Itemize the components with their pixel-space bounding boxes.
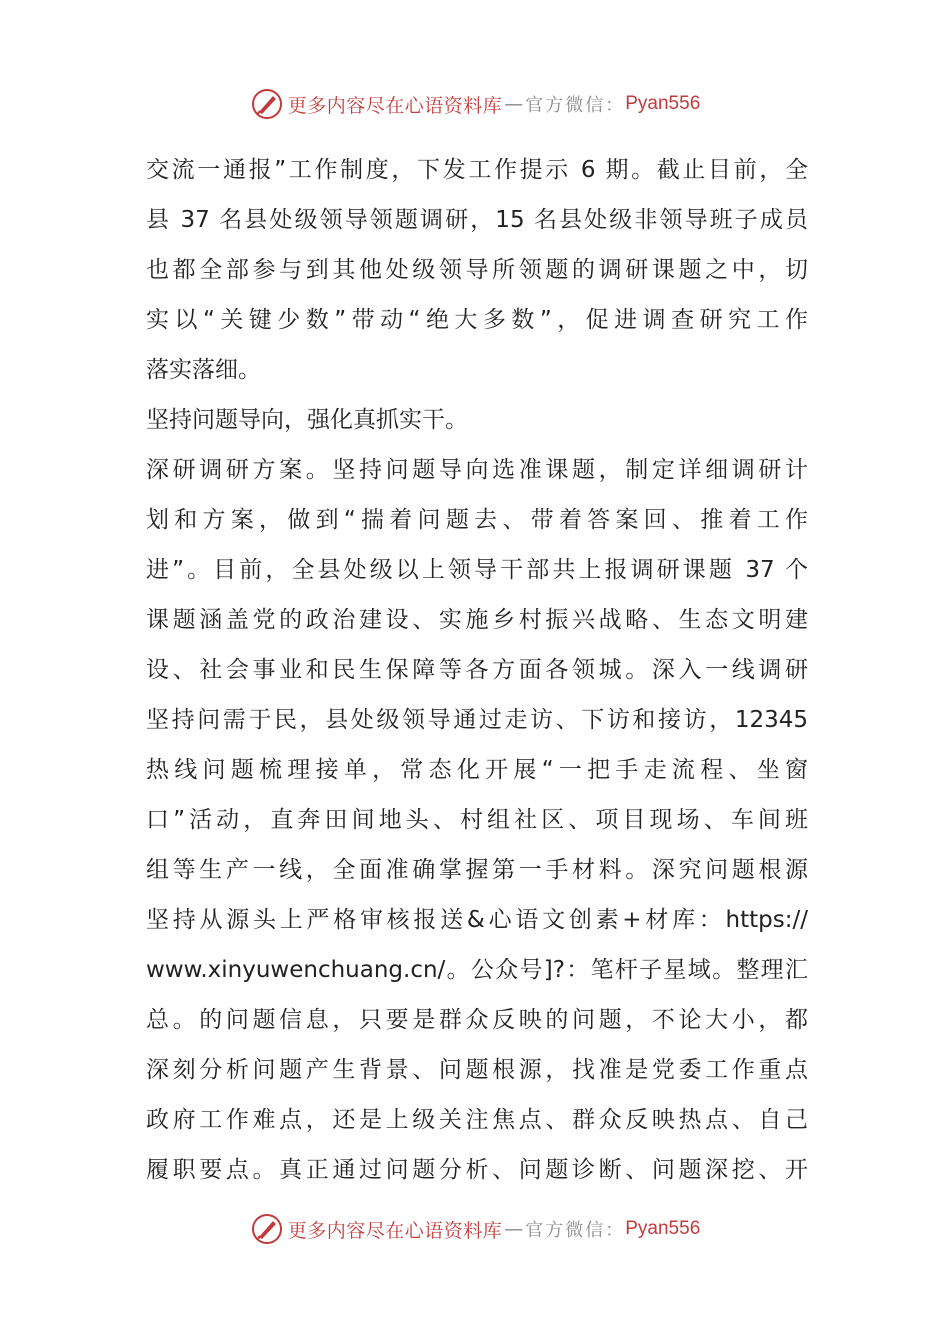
quill-pen-logo-icon bbox=[250, 1212, 284, 1246]
text-line: 深研调研方案。坚持问题导向选准课题，制定详细调研计 bbox=[146, 457, 808, 483]
text-line: 实以“关键少数”带动“绝大多数”，促进调查研究工作 bbox=[146, 307, 808, 333]
document-body bbox=[146, 145, 808, 1195]
text-line: 热线问题梳理接单，常态化开展“一把手走流程、坐窗 bbox=[146, 757, 808, 783]
text-line: 也都全部参与到其他处级领导所领题的调研课题之中，切 bbox=[146, 257, 808, 283]
footer-watermark-banner bbox=[0, 1211, 950, 1247]
text-line: 坚持问需于民，县处级领导通过走访、下访和接访，12345 bbox=[146, 707, 808, 733]
text-line: 进”。目前，全县处级以上领导干部共上报调研课题 37 个 bbox=[146, 557, 808, 583]
banner-dash: — bbox=[504, 1218, 524, 1240]
section-heading: 坚持问题导向，强化真抓实干。 bbox=[146, 407, 468, 433]
text-line: 交流一通报”工作制度，下发工作提示 6 期。截止目前，全 bbox=[146, 157, 808, 183]
banner-wechat-id: Pyan556 bbox=[625, 93, 701, 114]
banner-title: 更多内容尽在心语资料库 bbox=[287, 1219, 503, 1242]
banner-wechat-label: 官方微信： bbox=[525, 95, 626, 116]
text-line: 划和方案，做到“揣着问题去、带着答案回、推着工作 bbox=[146, 507, 808, 533]
text-line: 组等生产一线，全面准确掌握第一手材料。深究问题根源 bbox=[146, 857, 808, 883]
text-line: 县 37 名县处级领导领题调研，15 名县处级非领导班子成员 bbox=[146, 207, 808, 233]
text-line: www.xinyuwenchuang.cn/。公众号]?：笔杆子星域。整理汇 bbox=[146, 957, 808, 983]
text-line: 深刻分析问题产生背景、问题根源，找准是党委工作重点 bbox=[146, 1057, 808, 1083]
text-line: 落实落细。 bbox=[146, 357, 261, 383]
quill-pen-logo-icon bbox=[250, 87, 284, 121]
text-line: 政府工作难点，还是上级关注焦点、群众反映热点、自己 bbox=[146, 1107, 808, 1133]
text-line: 口”活动，直奔田间地头、村组社区、项目现场、车间班 bbox=[146, 807, 808, 833]
banner-dash: — bbox=[504, 93, 524, 115]
banner-title: 更多内容尽在心语资料库 bbox=[287, 94, 503, 117]
banner-wechat-id: Pyan556 bbox=[625, 1218, 701, 1239]
banner-wechat-label: 官方微信： bbox=[525, 1220, 626, 1241]
text-line: 总。的问题信息，只要是群众反映的问题，不论大小，都 bbox=[146, 1007, 808, 1033]
text-line: 设、社会事业和民生保障等各方面各领城。深入一线调研 bbox=[146, 657, 808, 683]
text-line: 坚持从源头上严格审核报送&心语文创素+材库：https:// bbox=[146, 907, 808, 933]
text-line: 课题涵盖党的政治建设、实施乡村振兴战略、生态文明建 bbox=[146, 607, 808, 633]
text-line: 履职要点。真正通过问题分析、问题诊断、问题深挖、开 bbox=[146, 1157, 808, 1183]
header-watermark-banner bbox=[0, 86, 950, 122]
